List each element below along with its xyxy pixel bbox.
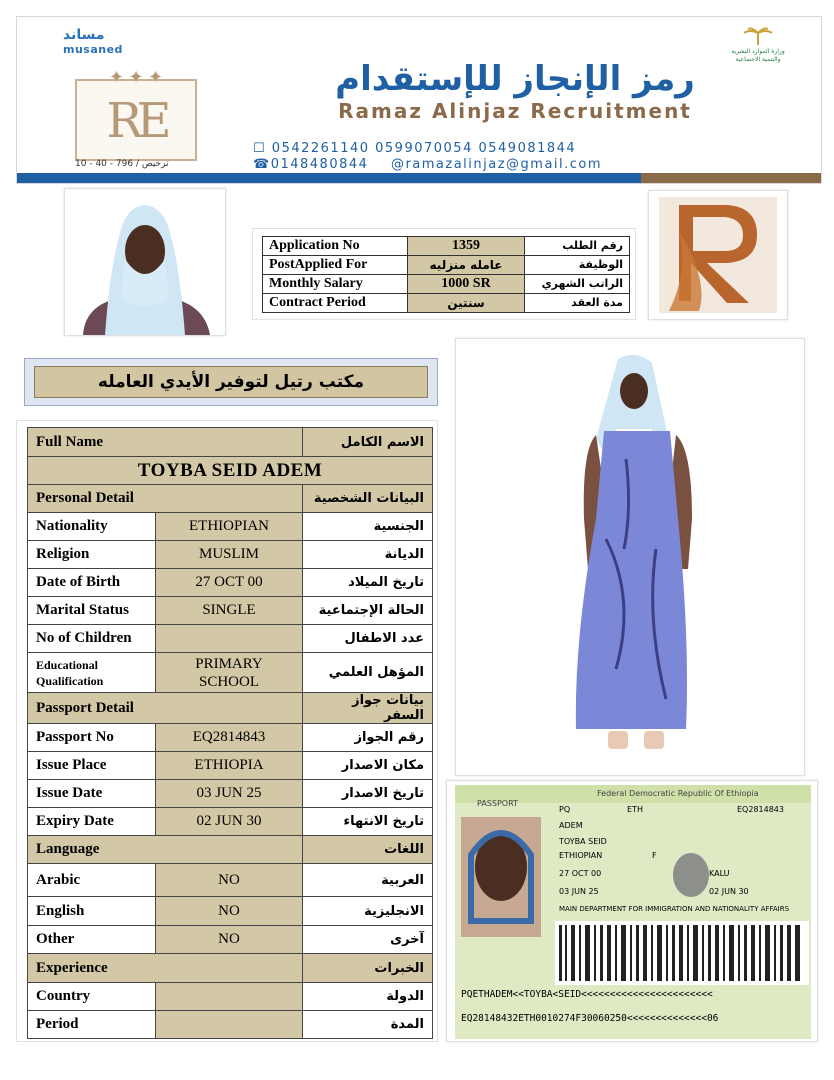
- passport-surname: ADEM: [559, 821, 583, 830]
- contract-period: سنتين: [408, 294, 525, 313]
- marital-row: Marital Status SINGLE الحالة الإجتماعية: [28, 597, 433, 625]
- office-logo: [648, 190, 788, 320]
- dob-row: Date of Birth 27 OCT 00 تاريخ الميلاد: [28, 569, 433, 597]
- passport-no-row: Passport No EQ2814843 رقم الجواز: [28, 724, 433, 752]
- musaned-logo-text: musaned: [63, 43, 123, 56]
- full-name-row: [28, 457, 433, 485]
- religion-row: Religion MUSLIM الديانة: [28, 541, 433, 569]
- expiry-date-value: 02 JUN 30: [156, 808, 303, 836]
- contact-line: [253, 157, 602, 172]
- full-body-photo: [455, 338, 805, 776]
- company-title-arabic: رمز الإنجاز للإستقدام: [335, 59, 695, 99]
- musaned-logo-arabic: مساند: [63, 27, 105, 43]
- period-value: [156, 1011, 303, 1039]
- email-icon: @: [390, 157, 406, 172]
- nationality-row: Nationality ETHIOPIAN الجنسية: [28, 513, 433, 541]
- experience-header: Experience الخبرات: [28, 954, 433, 983]
- marital-value: SINGLE: [156, 597, 303, 625]
- monthly-salary: 1000 SR: [408, 275, 525, 294]
- passport-sex: F: [652, 851, 657, 860]
- passport-given-name: TOYBA SEID: [559, 837, 607, 846]
- english-row: English NO الانجليزية: [28, 897, 433, 926]
- application-row: Application No 1359 رقم الطلب: [263, 237, 630, 256]
- passport-number: EQ2814843: [737, 805, 784, 814]
- issue-date-row: Issue Date 03 JUN 25 تاريخ الاصدار: [28, 780, 433, 808]
- passport-type: PQ: [559, 805, 571, 814]
- education-row: Educational Qualification PRIMARY SCHOOL المؤهل العلمي: [28, 653, 433, 693]
- nationality-value: ETHIOPIAN: [156, 513, 303, 541]
- dob-value: 27 OCT 00: [156, 569, 303, 597]
- landline: 0148480844: [270, 157, 369, 172]
- application-row: Monthly Salary 1000 SR الراتب الشهري: [263, 275, 630, 294]
- palm-icon: [738, 27, 778, 45]
- header-banner: [16, 16, 822, 184]
- passport-scan: [446, 780, 818, 1042]
- license-number: ترخيص / 796 - 40 - 10: [75, 159, 169, 169]
- passport-authority: MAIN DEPARTMENT FOR IMMIGRATION AND NATIONALITY AFFAIRS: [559, 905, 790, 913]
- passport-birthplace: KALU: [709, 869, 730, 878]
- issue-place-value: ETHIOPIA: [156, 752, 303, 780]
- logo-letters: RE: [106, 93, 166, 149]
- country-row: Country الدولة: [28, 983, 433, 1011]
- language-header: Language اللغات: [28, 836, 433, 864]
- mrz-line-1: PQETHADEM<<TOYBA<SEID<<<<<<<<<<<<<<<<<<<<<<<: [461, 989, 713, 1000]
- telephone-icon: ☎: [253, 157, 271, 172]
- issue-date-value: 03 JUN 25: [156, 780, 303, 808]
- expiry-date-row: Expiry Date 02 JUN 30 تاريخ الانتهاء: [28, 808, 433, 836]
- passport-label: PASSPORT: [477, 799, 518, 808]
- period-row: Period المدة: [28, 1011, 433, 1039]
- application-row: Contract Period سنتين مدة العقد: [263, 294, 630, 313]
- full-name-header: Full Name الاسم الكامل: [28, 428, 433, 457]
- application-number: 1359: [408, 237, 525, 256]
- religion-value: MUSLIM: [156, 541, 303, 569]
- details-table: [27, 427, 433, 1039]
- other-value: NO: [156, 926, 303, 954]
- application-row: PostApplied For عامله منزليه الوظيفة: [263, 256, 630, 275]
- r-logo-icon: [649, 191, 787, 319]
- full-name: TOYBA SEID ADEM: [28, 457, 433, 485]
- education-value: PRIMARY SCHOOL: [156, 653, 303, 693]
- portrait-photo: [64, 188, 226, 336]
- arabic-row: Arabic NO العربية: [28, 864, 433, 897]
- passport-detail-header: Passport Detail بيانات جواز السفر: [28, 693, 433, 724]
- application-table: [262, 236, 630, 313]
- company-title-english: Ramaz Alinjaz Recruitment: [338, 99, 692, 123]
- office-name: مكتب رتيل لتوفير الأيدي العامله: [34, 366, 428, 398]
- arabic-value: NO: [156, 864, 303, 897]
- issue-place-row: Issue Place ETHIOPIA مكان الاصدار: [28, 752, 433, 780]
- children-value: [156, 625, 303, 653]
- passport-no-value: EQ2814843: [156, 724, 303, 752]
- people-icon: ✦ ✦ ✦: [108, 67, 164, 87]
- personal-detail-header: Personal Detail البيانات الشخصية: [28, 485, 433, 513]
- country-value: [156, 983, 303, 1011]
- passport-nationality: ETHIOPIAN: [559, 851, 603, 860]
- passport-expiry: 02 JUN 30: [709, 887, 749, 896]
- ministry-logo: [723, 27, 793, 63]
- other-row: Other NO آخرى: [28, 926, 433, 954]
- phone-numbers: ☐ 0542261140 0599070054 0549081844: [253, 141, 577, 156]
- passport-country: Federal Democratic Republic Of Ethiopia: [597, 789, 759, 798]
- mrz-line-2: EQ28148432ETH0010274F30060250<<<<<<<<<<<<<<06: [461, 1013, 719, 1024]
- email-address: ramazalinjaz@gmail.com: [405, 157, 603, 172]
- ministry-name: وزارة الموارد البشرية والتنمية الاجتماعية: [731, 47, 785, 63]
- post-applied: عامله منزليه: [408, 256, 525, 275]
- company-logo: [75, 67, 197, 161]
- passport-issued: 03 JUN 25: [559, 887, 599, 896]
- phone-icon: ☐: [253, 141, 272, 156]
- passport-code: ETH: [627, 805, 643, 814]
- banner-stripe: [17, 173, 821, 183]
- passport-dob: 27 OCT 00: [559, 869, 602, 878]
- children-row: No of Children عدد الاطفال: [28, 625, 433, 653]
- english-value: NO: [156, 897, 303, 926]
